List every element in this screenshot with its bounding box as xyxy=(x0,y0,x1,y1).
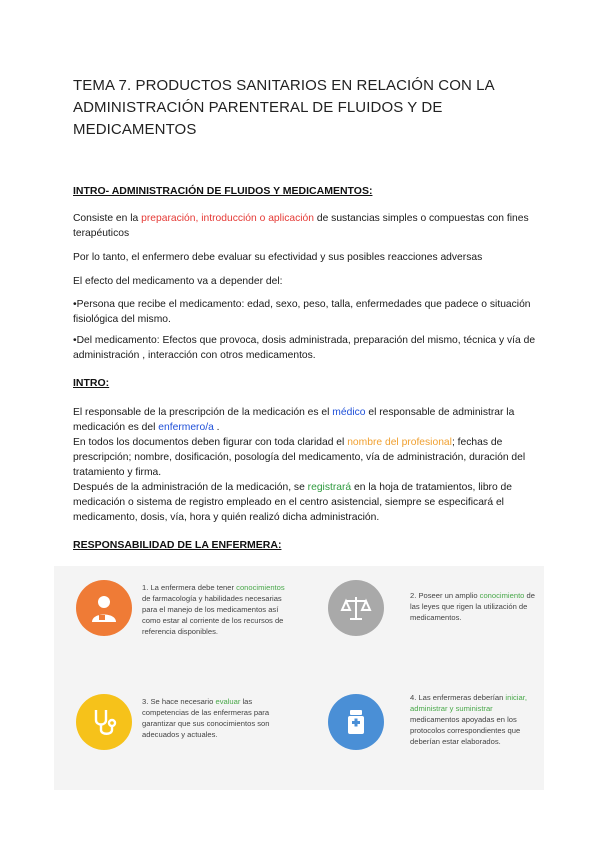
highlight-preparacion: preparación, introducción o aplicación xyxy=(141,213,314,224)
highlight-nombre-profesional: nombre del profesional xyxy=(347,437,452,448)
item-2-text xyxy=(410,590,540,623)
text: El responsable de la prescripción de la medicación es el xyxy=(73,407,333,418)
section-heading-intro-administracion: INTRO- ADMINISTRACIÓN DE FLUIDOS Y MEDICAMENTOS: xyxy=(73,185,373,197)
paragraph-documentos xyxy=(73,435,543,480)
text: Después de la administración de la medicación, se xyxy=(73,482,308,493)
item-1-text xyxy=(142,582,292,637)
text: de las leyes que rigen la utilización de medicamentos. xyxy=(410,591,535,622)
highlight-iniciar-administrar: iniciar, administrar y suministrar xyxy=(410,693,527,713)
highlight-conocimientos: conocimientos xyxy=(236,583,285,592)
paragraph-efecto: El efecto del medicamento va a depender del: xyxy=(73,276,283,287)
highlight-conocimiento: conocimiento xyxy=(479,591,525,600)
highlight-medico: médico xyxy=(332,407,366,418)
text: 2. Poseer un amplio xyxy=(410,591,480,600)
text: 3. Se hace necesario xyxy=(142,697,216,706)
text: de farmacología y habilidades necesarias para el manejo de los medicamentos así como estar al corriente de los recursos de referencia disponibles. xyxy=(142,594,284,636)
paragraph-definicion xyxy=(73,211,543,241)
nurse-icon xyxy=(76,580,132,636)
stethoscope-icon xyxy=(76,694,132,750)
highlight-evaluar: evaluar xyxy=(215,697,241,706)
text: Consiste en la xyxy=(73,213,142,224)
text: de sustancias simples o compuestas con fines terapéuticos xyxy=(73,213,529,239)
medicine-bottle-icon xyxy=(328,694,384,750)
scales-icon xyxy=(328,580,384,636)
section-heading-intro: INTRO: xyxy=(73,377,110,389)
text: 1. La enfermera debe tener xyxy=(142,583,237,592)
text: medicamentos apoyadas en los protocolos correspondientes que deberían estar elaborados. xyxy=(410,715,521,746)
paragraph-registro xyxy=(73,480,543,525)
paragraph-evaluar: Por lo tanto, el enfermero debe evaluar su efectividad y sus posibles reacciones adversas xyxy=(73,252,483,263)
responsabilidad-infographic xyxy=(54,566,544,790)
text: 4. Las enfermeras deberían xyxy=(410,693,506,702)
bullet-persona: •Persona que recibe el medicamento: edad, sexo, peso, talla, enfermedades que padece o situación fisiológica del mismo. xyxy=(73,299,531,325)
text: ; fechas de prescripción; nombre, dosificación, posología del medicamento, vía de administración, duración del tratamiento y firma. xyxy=(73,437,526,478)
item-3-text xyxy=(142,696,292,740)
text: el responsable de administrar la medicación es del xyxy=(73,407,515,433)
text: en la hoja de tratamientos, libro de medicación o sistema de registro empleado en el centro asistencial, siempre se especificará el medicamento, dosis, vía, hora y quién realizó dicha administración. xyxy=(73,482,513,523)
text: En todos los documentos deben figurar con toda claridad el xyxy=(73,437,348,448)
item-4-text xyxy=(410,692,540,747)
page-title: TEMA 7. PRODUCTOS SANITARIOS EN RELACIÓN CON LA ADMINISTRACIÓN PARENTERAL DE FLUIDOS Y DE MEDICAMENTOS xyxy=(73,77,494,138)
text: las competencias de las enfermeras para garantizar que sus conocimientos son adecuados y actuales. xyxy=(142,697,270,739)
paragraph-responsable xyxy=(73,405,543,435)
bullet-medicamento: •Del medicamento: Efectos que provoca, dosis administrada, preparación del mismo, técnica y vía de administración , interacción con otros medicamentos. xyxy=(73,335,536,361)
text: . xyxy=(213,422,220,433)
section-heading-responsabilidad: RESPONSABILIDAD DE LA ENFERMERA: xyxy=(73,539,282,551)
highlight-registrara: registrará xyxy=(307,482,352,493)
highlight-enfermero: enfermero/a xyxy=(158,422,214,433)
